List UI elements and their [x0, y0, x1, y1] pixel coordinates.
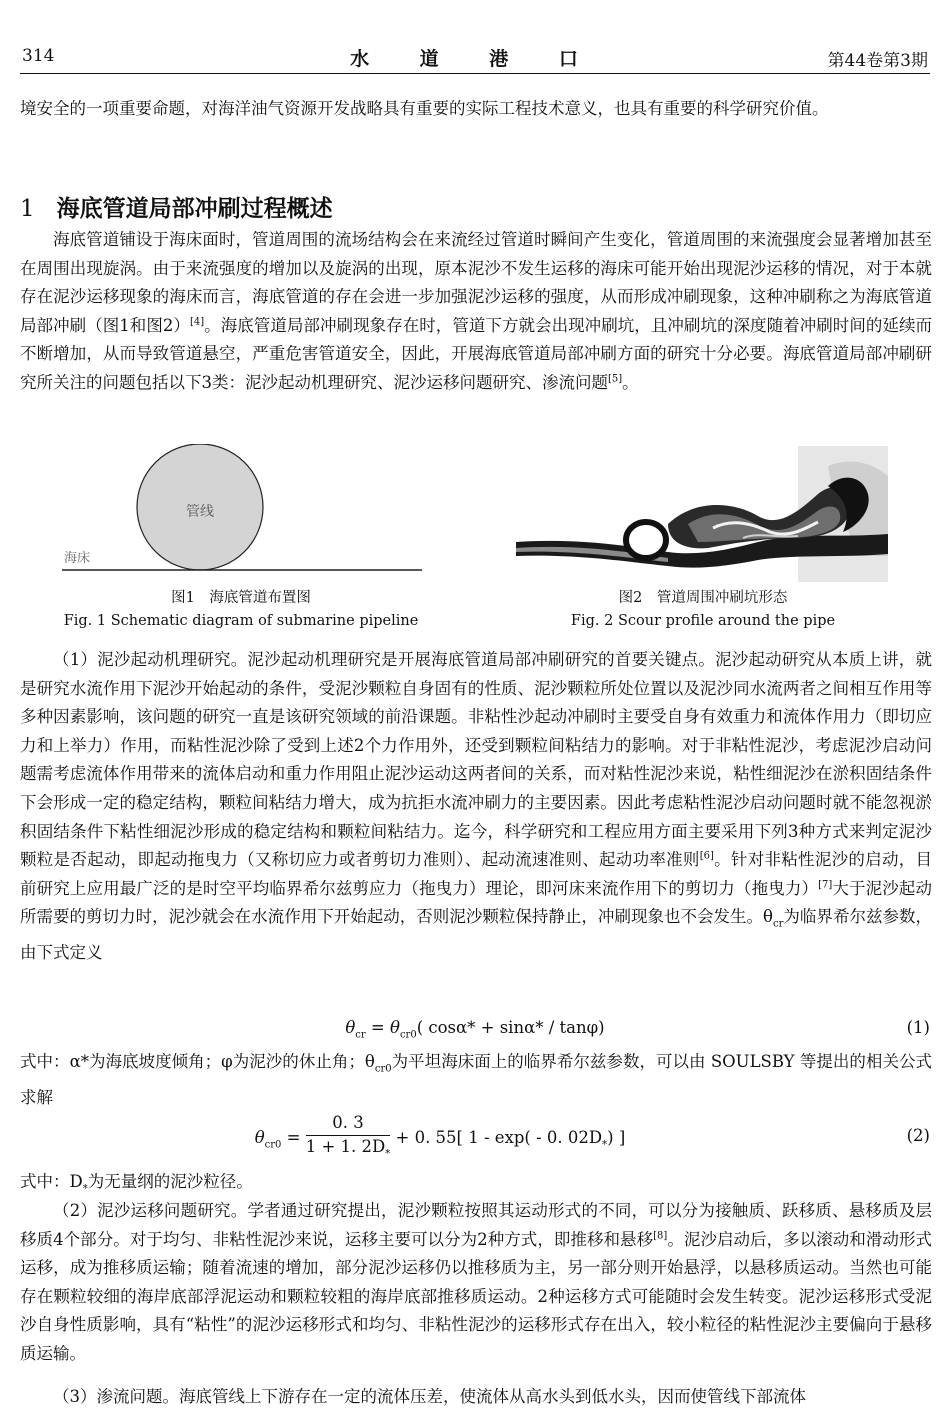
- page-number: 314: [22, 46, 55, 66]
- section-number: 1: [20, 196, 35, 222]
- eq-subscript: cr: [355, 1029, 366, 1041]
- subscript: cr: [773, 918, 784, 930]
- eq-subscript: *: [602, 1139, 608, 1151]
- figure1-caption-en: Fig. 1 Schematic diagram of submarine pipeline: [63, 613, 419, 629]
- eq-fraction: [306, 1112, 391, 1165]
- paragraph-text: 海底管道铺设于海床面时，管道周围的流场结构会在来流经过管道时瞬间产生变化，管道周围的来流强度会显著增加甚至在周围出现旋涡。由于来流强度的增加以及旋涡的出现，原本泥沙不发生运移的海床可能开始出现泥沙运移的情况，对于本就存在泥沙运移现象的海床而言，海底管道的存在会进一步加强泥沙运移的强度，从而形成冲刷现象，这种冲刷称之为海底管道局部冲刷（图1和图2）: [20, 230, 932, 335]
- paragraph-seepage: （3）渗流问题。海底管线上下游存在一定的流体压差，使流体从高水头到低水头，因而使管线下部流体: [53, 1387, 806, 1406]
- subscript: *: [82, 1183, 88, 1195]
- paragraph-text: 为临界希尔兹参数，由下式定义: [20, 907, 933, 963]
- section-heading: [20, 190, 333, 223]
- figure-pipeline-schematic: [60, 444, 422, 580]
- citation: [7]: [818, 879, 833, 891]
- pipe-label: 管线: [186, 504, 214, 520]
- eq-symbol: θ: [254, 1128, 265, 1148]
- eq-subscript: cr0: [264, 1139, 282, 1151]
- figure2-caption-cn: 图2 管道周围冲刷坑形态: [618, 590, 788, 606]
- seabed-label: 海床: [64, 551, 91, 566]
- eq-symbol: θ: [345, 1018, 356, 1037]
- eq-numerator: 0. 3: [306, 1112, 391, 1136]
- citation: [6]: [699, 850, 714, 862]
- pipe-cross-section: [626, 522, 666, 558]
- eq-expression: ( cosα* + sinα* / tanφ): [416, 1018, 605, 1037]
- equation-2: $\theta_{cr0}$ = $\frac{0. 3}{1 + 1. 2D_*}$ + 0. 55[ 1 - exp( - 0. $02D_*$) ] (2): [0, 1112, 950, 1166]
- intro-paragraph: 境安全的一项重要命题，对海洋油气资源开发战略具有重要的实际工程技术意义，也具有重要的科学研究价值。: [20, 99, 829, 118]
- paragraph-text: 式中：D: [20, 1172, 83, 1191]
- eq-subscript: *: [385, 1148, 391, 1160]
- figure-scour-profile: [498, 446, 888, 582]
- figure1-caption-cn: 图1 海底管道布置图: [171, 590, 311, 606]
- citation: [5]: [608, 373, 623, 385]
- paragraph-text: 为平坦海床面上的临界希尔兹参数，可以由 SOULSBY 等提出的相关公式求解: [20, 1052, 932, 1107]
- subscript: cr0: [374, 1063, 392, 1075]
- paragraph-text: 。: [622, 372, 639, 392]
- citation: [8]: [653, 1230, 668, 1242]
- paragraph-text: 大于泥沙起动所需要的剪切力时，泥沙就会在水流作用下开始起动，否则泥沙颗粒保持静止，冲刷现象也不会发生。θ: [20, 878, 933, 927]
- equation-number: (2): [906, 1126, 930, 1145]
- issue-info: 第44卷第3期: [827, 51, 928, 71]
- paragraph-text: （1）泥沙起动机理研究。泥沙起动机理研究是开展海底管道局部冲刷研究的首要关键点。泥沙起动研究从本质上讲，就是研究水流作用下泥沙开始起动的条件，受泥沙颗粒自身固有的性质、泥沙颗粒所处位置以及泥沙同水流两者之间相互作用等多种因素影响，该问题的研究一直是该研究领域的前沿课题。非粘性沙起动冲刷时主要受自身有效重力和流体作用力（即切应力和上举力）作用，而粘性泥沙除了受到上述2个力作用外，还受到颗粒间粘结力的影响。对于非粘性泥沙，考虑泥沙启动问题需考虑流体作用带来的流体启动和重力作用阻止泥沙运动这两者间的关系，而对粘性泥沙来说，粘性细泥沙在淤积固结条件下会形成一定的稳定结构，颗粒间粘结力增大，成为抗拒水流冲刷力的主要因素。因此考虑粘性泥沙启动问题时就不能忽视淤积固结条件下粘性细泥沙形成的稳定结构和颗粒间粘结力。迄今，科学研究和工程应用方面主要采用下列3种方式来判定泥沙颗粒是否起动，即起动拖曳力（又称切应力或者剪切力准则）、起动流速准则、起动功率准则: [20, 650, 932, 870]
- equation-number: (1): [906, 1018, 930, 1037]
- paragraph-text: （2）泥沙运移问题研究。学者通过研究提出，泥沙颗粒按照其运动形式的不同，可以分为接触质、跃移质、悬移质及层移质4个部分。对于均匀、非粘性泥沙来说，运移主要可以分为2种方式，即推移和悬移: [20, 1201, 932, 1249]
- paragraph-text: 式中：α*为海底坡度倾角；φ为泥沙的休止角；θ: [20, 1052, 375, 1071]
- eq-denominator: [306, 1136, 391, 1165]
- paragraph-sediment-incipient: [20, 646, 932, 968]
- paragraph-text: 。泥沙启动后，多以滚动和滑动形式运移，成为推移质运输；随着流速的增加，部分泥沙运移仍以推移质为主，另一部分则开始悬浮，以悬移质运动。当然也可能存在颗粒较细的海岸底部浮泥运动和颗粒较粗的海岸底部推移质运动。2种运移方式可能随时会发生转变。泥沙运移形式受泥沙自身性质影响，具有“粘性”的泥沙运移形式和均匀、非粘性泥沙的运移形式存在出入，较小粒径的粘性泥沙主要偏向于悬移质运输。: [20, 1229, 933, 1363]
- equation1-explanation: [20, 1048, 932, 1112]
- paragraph-sediment-transport: [20, 1197, 932, 1369]
- eq-symbol: = θ: [365, 1018, 400, 1037]
- journal-name: 水 道 港 口: [350, 48, 600, 70]
- eq-expression: ) ]: [607, 1128, 626, 1148]
- section-title: 海底管道局部冲刷过程概述: [56, 196, 333, 222]
- running-header: [0, 0, 950, 76]
- paragraph-text: 。海底管道局部冲刷现象存在时，管道下方就会出现冲刷坑，且冲刷坑的深度随着冲刷时间的延续而不断增加，从而导致管道悬空，严重危害管道安全，因此，开展海底管道局部冲刷方面的研究十分必要。海底管道局部冲刷研究所关注的问题包括以下3类：泥沙起动机理研究、泥沙运移问题研究、渗流问题: [20, 315, 933, 392]
- paragraph-overview: [20, 226, 932, 398]
- citation: [4]: [189, 316, 205, 328]
- figure2-caption-en: Fig. 2 Scour profile around the pipe: [570, 613, 836, 629]
- paragraph-text: 为无量纲的泥沙粒径。: [87, 1172, 253, 1191]
- paragraph-text: 。针对非粘性泥沙的启动，目前研究上应用最广泛的是时空平均临界希尔兹剪应力（拖曳力）理论，即河床来流作用下的剪切力（拖曳力）: [20, 850, 933, 898]
- eq-expression: 1 + 1. 2D: [305, 1137, 386, 1156]
- eq-subscript: cr0: [399, 1029, 417, 1041]
- header-rule: [20, 73, 930, 74]
- eq-expression: + 0. 55[ 1 - exp( - 0. 02D: [395, 1128, 603, 1148]
